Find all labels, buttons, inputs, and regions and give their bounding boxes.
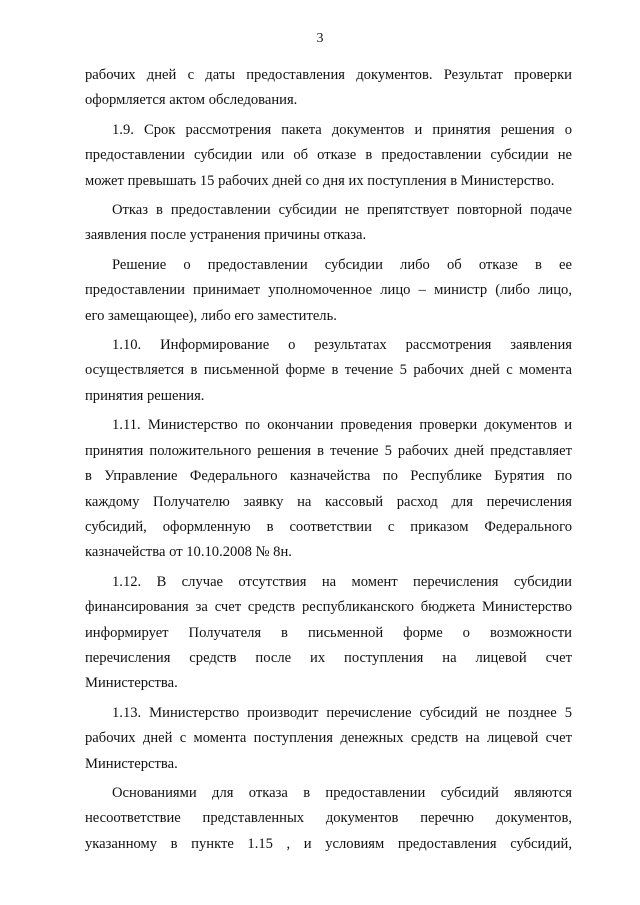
paragraph xyxy=(85,63,572,114)
text-line: Решение о предоставлении субсидии либо об отказе в ее xyxy=(112,256,572,273)
text-line: предоставлении принимает уполномоченное лицо – министр (либо лицо, xyxy=(85,282,572,299)
text-line: 1.12. В случае отсутствия на момент перечисления субсидии xyxy=(112,573,572,590)
text-line: 1.11. Министерство по окончании проведения проверки документов и xyxy=(112,417,572,434)
document-body xyxy=(85,63,572,861)
text-line: предоставлении субсидии или об отказе в предоставлении субсидии не xyxy=(85,147,572,164)
text-line: финансирования за счет средств республиканского бюджета Министерство xyxy=(85,599,572,616)
text-line: оформляется актом обследования. xyxy=(85,92,298,109)
paragraph xyxy=(85,781,572,857)
paragraph xyxy=(85,413,572,565)
text-line: рабочих дней с даты предоставления документов. Результат проверки xyxy=(85,67,572,83)
text-line: Министерства. xyxy=(85,755,178,772)
paragraph xyxy=(85,570,572,697)
text-line: может превышать 15 рабочих дней со дня их поступления в Министерство. xyxy=(85,172,555,189)
text-line: рабочих дней с момента поступления денежных средств на лицевой счет xyxy=(85,730,572,747)
text-line: каждому Получателю заявку на кассовый расход для перечисления xyxy=(85,493,572,510)
text-line: 1.13. Министерство производит перечисление субсидий не позднее 5 xyxy=(112,704,572,721)
text-line: информирует Получателя в письменной форме о возможности xyxy=(85,624,572,641)
text-line: 1.10. Информирование о результатах рассмотрения заявления xyxy=(112,337,572,354)
text-line: его замещающее), либо его заместитель. xyxy=(85,307,337,324)
text-line: Отказ в предоставлении субсидии не препятствует повторной подаче xyxy=(112,202,572,219)
text-line: заявления после устранения причины отказа. xyxy=(85,227,367,244)
text-line: принятия решения. xyxy=(85,387,205,404)
paragraph xyxy=(85,701,572,777)
paragraph xyxy=(85,198,572,249)
text-line: Основаниями для отказа в предоставлении субсидий являются xyxy=(112,784,572,801)
paragraph xyxy=(85,118,572,194)
text-line: субсидий, оформленную в соответствии с приказом Федерального xyxy=(85,518,572,535)
text-line: Министерства. xyxy=(85,675,178,692)
text-line: принятия положительного решения в течение 5 рабочих дней представляет xyxy=(85,442,572,459)
paragraph xyxy=(85,253,572,329)
text-line: осуществляется в письменной форме в течение 5 рабочих дней с момента xyxy=(85,362,572,379)
text-line: указанному в пункте 1.15 , и условиям предоставления субсидий, xyxy=(85,835,572,852)
text-line: перечисления средств после их поступления на лицевой счет xyxy=(85,649,572,666)
paragraph xyxy=(85,333,572,409)
text-line: 1.9. Срок рассмотрения пакета документов и принятия решения о xyxy=(112,121,572,138)
page-number: 3 xyxy=(316,31,324,46)
text-line: казначейства от 10.10.2008 № 8н. xyxy=(85,544,292,561)
text-line: несоответствие представленных документов перечню документов, xyxy=(85,810,572,827)
text-line: в Управление Федерального казначейства по Республике Бурятия по xyxy=(85,468,572,485)
